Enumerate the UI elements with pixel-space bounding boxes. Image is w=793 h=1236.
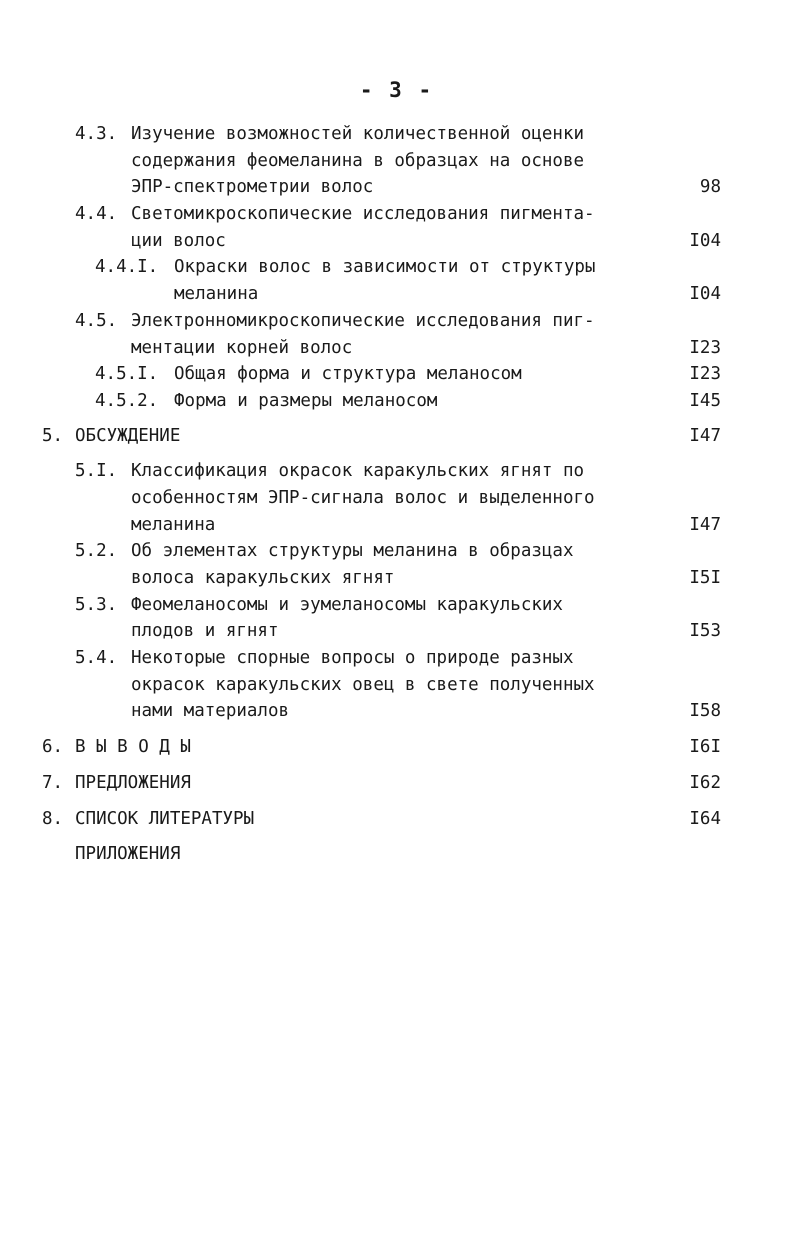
toc-entry-4-5-1 — [0, 361, 793, 388]
toc-entry-title-line: Окраски волос в зависимости от структуры — [174, 257, 596, 278]
toc-entry-page: I58 — [689, 701, 721, 722]
toc-entry-5-1 — [0, 458, 793, 538]
toc-entry-page: I04 — [689, 284, 721, 305]
toc-entry-7 — [0, 770, 793, 797]
toc-entry-number: 5.4. — [75, 648, 118, 669]
toc-entry-page: I45 — [689, 390, 721, 411]
toc-entry-5 — [0, 423, 793, 450]
toc-entry-number: 4.5. — [75, 310, 118, 331]
toc-entry-page: I23 — [689, 337, 721, 358]
toc-entry-title-line: СПИСОК ЛИТЕРАТУРЫ — [75, 808, 255, 829]
toc-entry-5-3 — [0, 592, 793, 645]
toc-entry-page: I04 — [689, 230, 721, 251]
toc-entry-number: 8. — [42, 808, 64, 829]
toc-entry-4-5-2 — [0, 388, 793, 415]
toc-entry-number: 5.I. — [75, 461, 118, 482]
toc-entry-title-line: Классификация окрасок каракульских ягнят по — [131, 461, 585, 482]
toc-entry-page: 98 — [699, 177, 721, 198]
toc-entry-title-line: Изучение возможностей количественной оценки — [131, 124, 585, 144]
toc-entry-title-line: Светомикроскопические исследования пигмента- — [131, 204, 595, 225]
toc-entry-title-line: ЭПР-спектрометрии волос — [131, 177, 374, 198]
toc-entry-page: I53 — [689, 621, 721, 642]
page-number: - 3 - — [359, 78, 434, 102]
toc-entry-title-line: меланина — [131, 514, 216, 535]
toc-entry-title-line: Феомеланосомы и эумеланосомы каракульских — [131, 594, 563, 615]
toc-entry-title-line: ПРИЛОЖЕНИЯ — [75, 844, 181, 865]
toc-entry-number: 4.5.I. — [95, 364, 159, 385]
toc-entry-number: 4.4.I. — [95, 257, 159, 278]
toc-entry-number: 5.3. — [75, 594, 118, 615]
toc-entry-title-line: особенностям ЭПР-сигнала волос и выделенного — [131, 487, 595, 508]
toc-entry-title-line: волоса каракульских ягнят — [131, 568, 395, 588]
toc-entry-5-4 — [0, 645, 793, 725]
toc-entry-number: 5. — [42, 425, 64, 446]
toc-entry-page: I23 — [689, 364, 721, 385]
toc-entry-title-line: Некоторые спорные вопросы о природе разных — [131, 648, 574, 669]
toc-entry-4-4-1 — [0, 254, 793, 307]
toc-entry-page: I62 — [689, 772, 721, 793]
toc-entry-title-line: В Ы В О Д Ы — [75, 737, 191, 758]
toc-entry-title-line: нами материалов — [131, 701, 290, 722]
toc-entry-title-line: Электронномикроскопические исследования пиг- — [131, 310, 595, 331]
toc-entry-page: I47 — [689, 514, 721, 535]
toc-entry-appendix — [0, 841, 793, 868]
toc-entry-title-line: Форма и размеры меланосом — [174, 390, 438, 411]
toc-entry-page: I64 — [689, 808, 721, 829]
toc-entry-title-line: ОБСУЖДЕНИЕ — [75, 425, 181, 446]
toc-entry-title-line: окрасок каракульских овец в свете полученных — [131, 674, 595, 695]
toc-entry-6 — [0, 734, 793, 761]
toc-entry-title-line: плодов и ягнят — [131, 621, 279, 642]
toc-entry-4-4 — [0, 201, 793, 254]
toc-entry-4-5 — [0, 308, 793, 361]
toc-entry-title-line: содержания феомеланина в образцах на основе — [131, 150, 585, 171]
toc-entry-8 — [0, 806, 793, 833]
toc-entry-title-line: ПРЕДЛОЖЕНИЯ — [75, 772, 191, 793]
toc-entry-number: 6. — [42, 737, 64, 758]
toc-entry-title-line: ции волос — [131, 230, 226, 251]
toc-entry-title-line: меланина — [174, 284, 259, 305]
toc-entry-page: I47 — [689, 425, 721, 446]
toc-entry-number: 5.2. — [75, 541, 118, 562]
toc-entry-number: 4.4. — [75, 204, 118, 225]
toc-entry-number: 7. — [42, 772, 64, 793]
toc-entry-page: I6I — [689, 737, 721, 758]
toc-entry-title-line: Общая форма и структура меланосом — [174, 364, 522, 385]
table-of-contents — [0, 121, 793, 868]
toc-entry-title-line: ментации корней волос — [131, 337, 353, 358]
toc-entry-number: 4.3. — [75, 124, 118, 144]
toc-entry-4-3 — [0, 121, 793, 201]
toc-entry-number: 4.5.2. — [95, 390, 159, 411]
toc-entry-page: I5I — [689, 568, 721, 588]
toc-entry-5-2 — [0, 538, 793, 591]
toc-entry-title-line: Об элементах структуры меланина в образцах — [131, 541, 574, 562]
